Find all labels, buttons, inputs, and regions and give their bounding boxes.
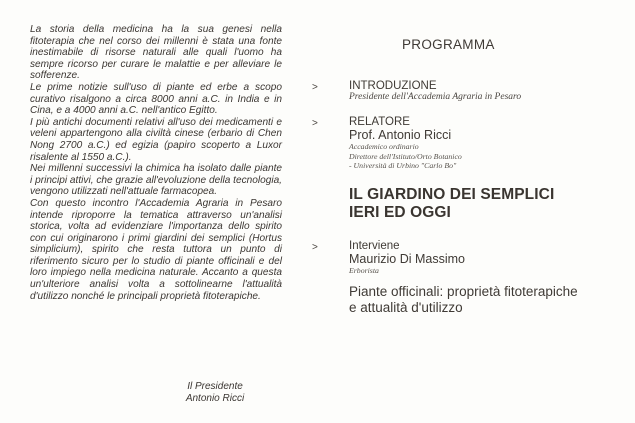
signature-block (160, 381, 270, 405)
programme-title: PROGRAMMA (402, 37, 495, 52)
paragraph-history: La storia della medicina ha la sua genesi nella fitoterapia che nel corso dei millenni è stata una fonte inestimabile di risorse naturali alle quali l'uomo ha sempre ricorso per curare le malattie e per alleviare le sofferenze. (30, 24, 282, 82)
guest-name: Maurizio Di Massimo (349, 252, 465, 266)
event-title-line-1: IL GIARDINO DEI SEMPLICI (349, 186, 555, 203)
signature-name: Antonio Ricci (185, 393, 245, 404)
section-guest (349, 240, 465, 276)
paragraph-meeting-purpose: Con questo incontro l'Accademia Agraria in Pesaro intende riproporre la tematica attraverso un'analisi storica, volta ad evidenziare l'importanza dello spirito con cui originarono i primi giardini dei semplici (Hortus simplicium), spirito che resta tuttora un punto di riferimento sicuro per lo studio di piante officinali e del loro impiego nella medicina naturale. Accanto a questa un'ulteriore analisi volta a sottolinearne l'attualità d'utilizzo nonché le principali proprietà fitoterapiche. (30, 197, 282, 302)
section-speaker (349, 116, 462, 171)
talk-topic-line-2: e attualità d'utilizzo (349, 300, 463, 315)
event-title (349, 186, 554, 222)
speaker-role-2: Direttore dell'Istituto/Orto Botanico (349, 151, 462, 161)
speaker-label: RELATORE (349, 116, 410, 128)
introduction-label: INTRODUZIONE (349, 80, 437, 92)
guest-role: Erborista (349, 266, 379, 275)
bullet-arrow-icon: > (312, 242, 318, 253)
speaker-role-3: - Università di Urbino "Carlo Bo" (349, 161, 457, 171)
bullet-arrow-icon: > (312, 118, 318, 129)
event-title-line-2: IERI ED OGGI (349, 204, 451, 221)
paragraph-ancient-documents: I più antichi documenti relativi all'uso dei medicamenti e veleni appartengono alla civiltà cinese (erbario di Chen Nong 2700 a.C.) ed egizia (papiro scoperto a Luxor risalente al 1550 a.C.). (30, 116, 282, 163)
introduction-detail: Presidente dell'Accademia Agraria in Pesaro (349, 92, 522, 102)
speaker-role-1: Accademico ordinario (349, 142, 419, 151)
talk-topic-line-1: Piante officinali: proprietà fitoterapiche (349, 284, 578, 299)
bullet-arrow-icon: > (312, 82, 318, 93)
intro-text-column (30, 24, 282, 302)
signature-role: Il Presidente (187, 381, 243, 392)
section-introduction (349, 80, 521, 103)
paragraph-first-notices: Le prime notizie sull'uso di piante ed erbe a scopo curativo risalgono a circa 8000 anni a.C. in India e in Cina, e a 4000 anni a.C. nell'antico Egitto. (30, 81, 282, 117)
speaker-name: Prof. Antonio Ricci (349, 128, 452, 142)
talk-topic (349, 284, 578, 316)
guest-label: Interviene (349, 240, 400, 252)
paragraph-chemistry: Nei millenni successivi la chimica ha isolato dalle piante i principi attivi, che grazie all'evoluzione della tecnologia, vengono utilizzati nell'attuale farmacopea. (30, 163, 282, 198)
